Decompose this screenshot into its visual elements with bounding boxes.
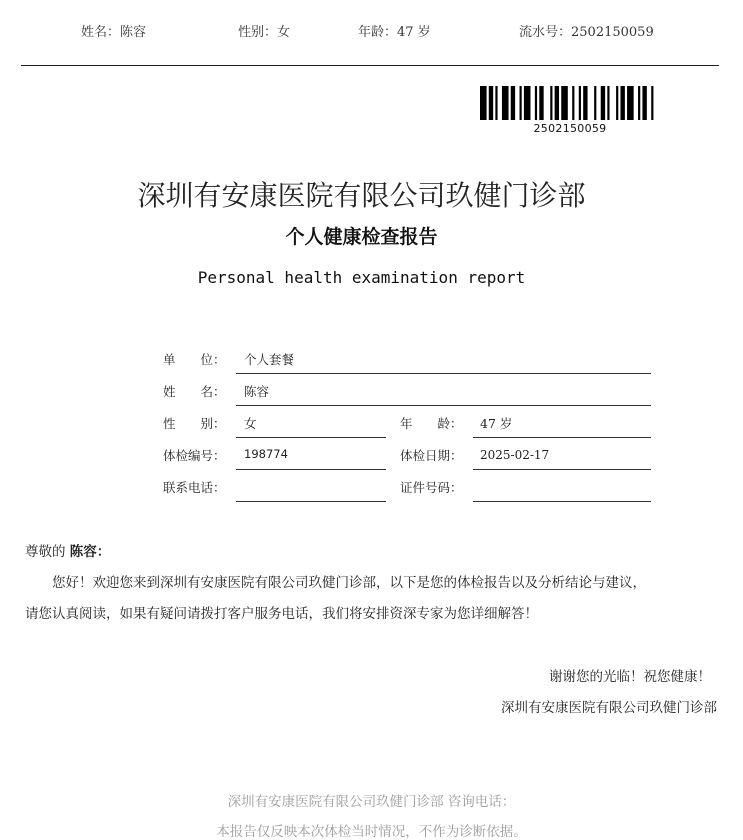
barcode-bar	[638, 86, 640, 120]
barcode-bar	[583, 86, 587, 120]
barcode-bar	[539, 86, 543, 120]
exam-date-underline	[473, 469, 651, 470]
exam-date-value: 2025-02-17	[480, 448, 550, 462]
barcode-number: 2502150059	[533, 122, 607, 135]
unit-value: 个人套餐	[244, 352, 295, 367]
barcode-bar	[555, 86, 559, 120]
barcode-bar	[524, 86, 531, 120]
barcode-bar	[627, 86, 634, 120]
barcode-bar	[511, 86, 515, 120]
exam-number-label: 体检编号：	[163, 448, 226, 463]
header-divider	[21, 65, 719, 66]
unit-label: 单 位：	[163, 352, 226, 367]
footer-contact: 深圳有安康医院有限公司玖健门诊部 咨询电话：	[227, 794, 516, 810]
exam-number-value: 198774	[244, 447, 288, 461]
barcode-bar	[561, 86, 568, 120]
header-gender: 性别：女	[238, 25, 291, 40]
report-title-cn: 个人健康检查报告	[285, 226, 438, 248]
letter-paragraph-1: 您好！欢迎您来到深圳有安康医院有限公司玖健门诊部，以下是您的体检报告以及分析结论与建议，	[52, 575, 646, 591]
name-label: 姓 名：	[163, 384, 226, 399]
barcode-bar	[642, 86, 646, 120]
recipient-name: 陈容：	[69, 544, 111, 560]
salutation	[25, 540, 110, 560]
barcode-bar	[579, 86, 581, 120]
header-age: 年龄：47 岁	[358, 25, 431, 40]
signature: 深圳有安康医院有限公司玖健门诊部	[501, 700, 717, 716]
barcode-bar	[651, 86, 653, 120]
barcode-bar	[489, 86, 493, 120]
barcode-bar	[550, 86, 552, 120]
age-label: 年 龄：	[400, 416, 463, 431]
barcode-bar	[607, 86, 609, 120]
letter-paragraph-2: 请您认真阅读，如果有疑问请拨打客户服务电话，我们将安排资深专家为您详细解答！	[25, 606, 538, 622]
gender-underline	[236, 437, 386, 438]
organization-title: 深圳有安康医院有限公司玖健门诊部	[137, 179, 586, 212]
id-number-underline	[473, 501, 651, 502]
barcode-bar	[480, 86, 487, 120]
header-name: 姓名：陈容	[81, 25, 147, 40]
header-serial-number: 流水号：2502150059	[519, 25, 654, 40]
gender-value: 女	[244, 416, 257, 431]
unit-underline	[236, 373, 651, 374]
barcode-bar	[495, 86, 497, 120]
name-value: 陈容	[244, 384, 270, 399]
barcode-bar	[616, 86, 618, 120]
barcode-bar	[594, 86, 596, 120]
age-value: 47 岁	[480, 416, 513, 431]
barcode-bar	[502, 86, 509, 120]
barcode-bar	[520, 86, 522, 120]
barcode-bar	[572, 86, 574, 120]
footer-disclaimer: 本报告仅反映本次体检当时情况，不作为诊断依据。	[216, 824, 527, 840]
phone-underline	[236, 501, 386, 502]
barcode-bar	[601, 86, 605, 120]
closing-thanks: 谢谢您的光临！祝您健康！	[549, 669, 711, 685]
age-underline	[473, 437, 651, 438]
salutation-text: 尊敬的	[25, 544, 66, 560]
name-underline	[236, 405, 651, 406]
id-number-label: 证件号码：	[400, 480, 463, 495]
phone-label: 联系电话：	[163, 480, 226, 495]
report-title-en: Personal health examination report	[197, 268, 526, 287]
barcode-bar	[535, 86, 537, 120]
barcode	[480, 86, 660, 120]
gender-label: 性 别：	[163, 416, 226, 431]
barcode-bar	[620, 86, 624, 120]
exam-date-label: 体检日期：	[400, 448, 463, 463]
exam-number-underline	[236, 469, 386, 470]
